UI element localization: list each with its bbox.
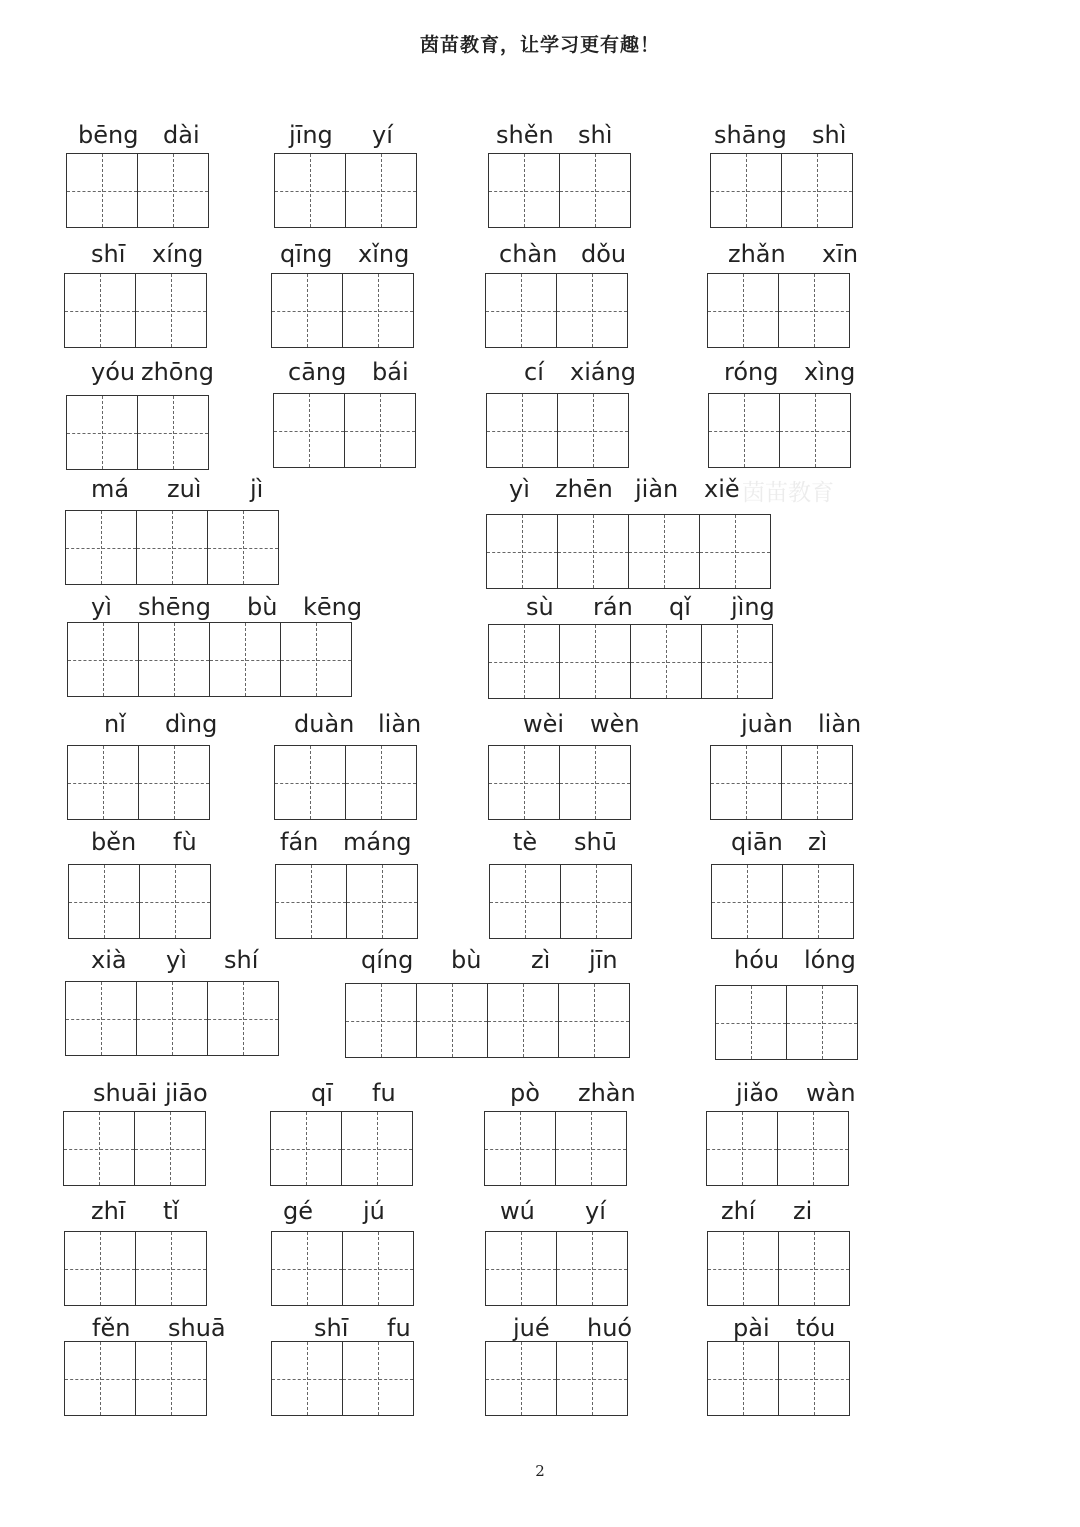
pinyin-syllable: tǐ <box>163 1197 180 1225</box>
tian-zi-ge-cell <box>65 1231 136 1306</box>
pinyin-syllable: jiāo <box>165 1079 208 1107</box>
pinyin-syllable: zhōng <box>141 358 214 386</box>
pinyin-syllable: jú <box>363 1197 385 1225</box>
pinyin-syllable: zhǎn <box>728 240 786 268</box>
tian-zi-ge-cell <box>342 1111 413 1186</box>
tian-zi-ge-cell <box>281 622 352 697</box>
pinyin-syllable: zì <box>808 828 828 856</box>
writing-grid <box>273 393 416 468</box>
tian-zi-ge-cell <box>486 273 557 348</box>
pinyin-syllable: bù <box>451 946 482 974</box>
tian-zi-ge-cell <box>556 1111 627 1186</box>
writing-grid <box>485 273 628 348</box>
writing-grid <box>707 273 850 348</box>
tian-zi-ge-cell <box>138 395 209 470</box>
writing-grid <box>67 622 352 697</box>
tian-zi-ge-cell <box>487 514 558 589</box>
tian-zi-ge-cell <box>558 514 629 589</box>
tian-zi-ge-cell <box>65 273 136 348</box>
tian-zi-ge-cell <box>347 864 418 939</box>
pinyin-syllable: qiān <box>731 828 783 856</box>
pinyin-syllable: wèn <box>590 710 640 738</box>
pinyin-syllable: shuā <box>168 1314 226 1342</box>
pinyin-syllable: shū <box>574 828 617 856</box>
tian-zi-ge-cell <box>707 1111 778 1186</box>
pinyin-syllable: yì <box>166 946 187 974</box>
writing-grid <box>485 1231 628 1306</box>
writing-grid <box>64 1231 207 1306</box>
pinyin-syllable: róng <box>724 358 779 386</box>
tian-zi-ge-cell <box>343 273 414 348</box>
pinyin-syllable: cāng <box>288 358 347 386</box>
writing-grid <box>67 745 210 820</box>
tian-zi-ge-cell <box>779 1341 850 1416</box>
writing-grid <box>274 153 417 228</box>
pinyin-syllable: liàn <box>378 710 422 738</box>
tian-zi-ge-cell <box>276 864 347 939</box>
pinyin-syllable: zì <box>531 946 551 974</box>
writing-grid <box>65 981 279 1056</box>
writing-grid <box>64 273 207 348</box>
writing-grid <box>271 1341 414 1416</box>
tian-zi-ge-cell <box>557 1231 628 1306</box>
tian-zi-ge-cell <box>631 624 702 699</box>
tian-zi-ge-cell <box>488 983 559 1058</box>
tian-zi-ge-cell <box>417 983 488 1058</box>
pinyin-syllable: jīng <box>289 121 333 149</box>
tian-zi-ge-cell <box>557 1341 628 1416</box>
pinyin-syllable: xīn <box>822 240 859 268</box>
tian-zi-ge-cell <box>345 393 416 468</box>
tian-zi-ge-cell <box>709 393 780 468</box>
tian-zi-ge-cell <box>137 510 208 585</box>
tian-zi-ge-cell <box>138 153 209 228</box>
tian-zi-ge-cell <box>67 153 138 228</box>
writing-grid <box>710 153 853 228</box>
tian-zi-ge-cell <box>66 510 137 585</box>
tian-zi-ge-cell <box>136 273 207 348</box>
pinyin-syllable: yì <box>91 593 112 621</box>
pinyin-syllable: jìng <box>731 593 775 621</box>
pinyin-syllable: shī <box>91 240 126 268</box>
tian-zi-ge-cell <box>346 745 417 820</box>
tian-zi-ge-cell <box>139 622 210 697</box>
tian-zi-ge-cell <box>560 745 631 820</box>
pinyin-syllable: xíng <box>152 240 204 268</box>
pinyin-syllable: xiě <box>704 475 740 503</box>
tian-zi-ge-cell <box>780 393 851 468</box>
pinyin-syllable: bēng <box>78 121 139 149</box>
tian-zi-ge-cell <box>558 393 629 468</box>
pinyin-syllable: xià <box>91 946 127 974</box>
writing-grid <box>274 745 417 820</box>
tian-zi-ge-cell <box>700 514 771 589</box>
writing-grid <box>488 745 631 820</box>
pinyin-syllable: qǐ <box>669 593 691 621</box>
tian-zi-ge-cell <box>274 393 345 468</box>
pinyin-syllable: kēng <box>303 593 363 621</box>
tian-zi-ge-cell <box>557 273 628 348</box>
tian-zi-ge-cell <box>346 983 417 1058</box>
tian-zi-ge-cell <box>66 981 137 1056</box>
pinyin-syllable: běn <box>91 828 137 856</box>
writing-grid <box>486 393 629 468</box>
pinyin-syllable: fu <box>372 1079 396 1107</box>
pinyin-syllable: wú <box>500 1197 535 1225</box>
pinyin-syllable: sù <box>526 593 554 621</box>
writing-grid <box>715 985 858 1060</box>
tian-zi-ge-cell <box>487 393 558 468</box>
writing-grid <box>485 1341 628 1416</box>
tian-zi-ge-cell <box>69 864 140 939</box>
tian-zi-ge-cell <box>68 745 139 820</box>
tian-zi-ge-cell <box>275 153 346 228</box>
writing-grid <box>707 1231 850 1306</box>
pinyin-syllable: pài <box>733 1314 770 1342</box>
tian-zi-ge-cell <box>208 510 279 585</box>
tian-zi-ge-cell <box>560 153 631 228</box>
pinyin-syllable: cí <box>524 358 544 386</box>
tian-zi-ge-cell <box>783 864 854 939</box>
tian-zi-ge-cell <box>779 1231 850 1306</box>
tian-zi-ge-cell <box>779 273 850 348</box>
pinyin-syllable: dài <box>163 121 200 149</box>
pinyin-syllable: jīn <box>589 946 618 974</box>
writing-grid <box>488 153 631 228</box>
writing-grid <box>488 624 773 699</box>
pinyin-syllable: jiàn <box>635 475 679 503</box>
pinyin-syllable: shuāi <box>93 1079 158 1107</box>
tian-zi-ge-cell <box>137 981 208 1056</box>
pinyin-syllable: yí <box>372 121 393 149</box>
page-header: 茵苗教育，让学习更有趣！ <box>419 34 660 56</box>
pinyin-syllable: gé <box>283 1197 313 1225</box>
pinyin-syllable: qīng <box>280 240 333 268</box>
tian-zi-ge-cell <box>787 985 858 1060</box>
writing-grid <box>66 395 209 470</box>
writing-grid <box>710 745 853 820</box>
pinyin-syllable: yì <box>509 475 530 503</box>
tian-zi-ge-cell <box>343 1341 414 1416</box>
writing-grid <box>63 1111 206 1186</box>
tian-zi-ge-cell <box>702 624 773 699</box>
pinyin-syllable: wàn <box>806 1079 856 1107</box>
tian-zi-ge-cell <box>561 864 632 939</box>
pinyin-syllable: jì <box>250 475 264 503</box>
pinyin-syllable: juàn <box>741 710 793 738</box>
tian-zi-ge-cell <box>135 1111 206 1186</box>
pinyin-syllable: yí <box>585 1197 606 1225</box>
writing-grid <box>489 864 632 939</box>
pinyin-syllable: tè <box>513 828 538 856</box>
pinyin-syllable: chàn <box>499 240 558 268</box>
pinyin-syllable: zhēn <box>555 475 613 503</box>
pinyin-syllable: tóu <box>796 1314 836 1342</box>
tian-zi-ge-cell <box>64 1111 135 1186</box>
tian-zi-ge-cell <box>489 624 560 699</box>
pinyin-syllable: shěn <box>496 121 554 149</box>
writing-grid <box>484 1111 627 1186</box>
tian-zi-ge-cell <box>486 1231 557 1306</box>
writing-grid <box>345 983 630 1058</box>
pinyin-syllable: máng <box>343 828 412 856</box>
pinyin-syllable: nǐ <box>104 710 126 738</box>
pinyin-syllable: fu <box>387 1314 411 1342</box>
pinyin-syllable: liàn <box>818 710 862 738</box>
pinyin-syllable: zuì <box>167 475 202 503</box>
tian-zi-ge-cell <box>343 1231 414 1306</box>
tian-zi-ge-cell <box>716 985 787 1060</box>
pinyin-syllable: xiáng <box>570 358 637 386</box>
pinyin-syllable: qíng <box>361 946 414 974</box>
writing-grid <box>270 1111 413 1186</box>
tian-zi-ge-cell <box>782 745 853 820</box>
tian-zi-ge-cell <box>65 1341 136 1416</box>
tian-zi-ge-cell <box>560 624 631 699</box>
tian-zi-ge-cell <box>272 1231 343 1306</box>
tian-zi-ge-cell <box>271 1111 342 1186</box>
tian-zi-ge-cell <box>712 864 783 939</box>
tian-zi-ge-cell <box>559 983 630 1058</box>
pinyin-syllable: shēng <box>138 593 211 621</box>
tian-zi-ge-cell <box>136 1231 207 1306</box>
pinyin-syllable: pò <box>510 1079 540 1107</box>
pinyin-syllable: zhī <box>91 1197 126 1225</box>
pinyin-syllable: zhàn <box>578 1079 636 1107</box>
pinyin-syllable: yóu <box>91 358 136 386</box>
pinyin-syllable: má <box>91 475 130 503</box>
writing-grid <box>708 393 851 468</box>
pinyin-syllable: shāng <box>714 121 787 149</box>
pinyin-syllable: lóng <box>804 946 856 974</box>
pinyin-syllable: qī <box>311 1079 333 1107</box>
tian-zi-ge-cell <box>272 273 343 348</box>
writing-grid <box>706 1111 849 1186</box>
pinyin-syllable: dìng <box>165 710 218 738</box>
pinyin-syllable: shì <box>812 121 847 149</box>
pinyin-syllable: jué <box>513 1314 550 1342</box>
pinyin-syllable: duàn <box>294 710 355 738</box>
tian-zi-ge-cell <box>489 153 560 228</box>
tian-zi-ge-cell <box>68 622 139 697</box>
writing-grid <box>711 864 854 939</box>
writing-grid <box>486 514 771 589</box>
pinyin-syllable: zhí <box>721 1197 756 1225</box>
writing-grid <box>707 1341 850 1416</box>
pinyin-syllable: xìng <box>804 358 856 386</box>
tian-zi-ge-cell <box>486 1341 557 1416</box>
tian-zi-ge-cell <box>711 745 782 820</box>
tian-zi-ge-cell <box>490 864 561 939</box>
tian-zi-ge-cell <box>67 395 138 470</box>
tian-zi-ge-cell <box>485 1111 556 1186</box>
pinyin-syllable: fěn <box>92 1314 131 1342</box>
pinyin-syllable: rán <box>593 593 633 621</box>
writing-grid <box>68 864 211 939</box>
pinyin-syllable: shī <box>314 1314 349 1342</box>
writing-grid <box>271 1231 414 1306</box>
tian-zi-ge-cell <box>708 1341 779 1416</box>
pinyin-syllable: shì <box>578 121 613 149</box>
tian-zi-ge-cell <box>136 1341 207 1416</box>
pinyin-syllable: bái <box>372 358 409 386</box>
tian-zi-ge-cell <box>708 273 779 348</box>
tian-zi-ge-cell <box>275 745 346 820</box>
tian-zi-ge-cell <box>782 153 853 228</box>
pinyin-syllable: wèi <box>523 710 565 738</box>
tian-zi-ge-cell <box>489 745 560 820</box>
tian-zi-ge-cell <box>208 981 279 1056</box>
pinyin-syllable: fù <box>173 828 197 856</box>
writing-grid <box>65 510 279 585</box>
tian-zi-ge-cell <box>711 153 782 228</box>
tian-zi-ge-cell <box>629 514 700 589</box>
pinyin-syllable: shí <box>224 946 259 974</box>
tian-zi-ge-cell <box>140 864 211 939</box>
watermark: 茵苗教育 <box>742 480 834 506</box>
pinyin-syllable: dǒu <box>581 240 627 268</box>
pinyin-syllable: bù <box>247 593 278 621</box>
tian-zi-ge-cell <box>210 622 281 697</box>
writing-grid <box>66 153 209 228</box>
pinyin-syllable: jiǎo <box>736 1079 779 1107</box>
tian-zi-ge-cell <box>346 153 417 228</box>
writing-grid <box>271 273 414 348</box>
tian-zi-ge-cell <box>778 1111 849 1186</box>
writing-grid <box>64 1341 207 1416</box>
pinyin-syllable: xǐng <box>358 240 410 268</box>
writing-grid <box>275 864 418 939</box>
pinyin-syllable: huó <box>587 1314 633 1342</box>
pinyin-syllable: zi <box>793 1197 813 1225</box>
tian-zi-ge-cell <box>272 1341 343 1416</box>
page-number: 2 <box>535 1462 545 1480</box>
pinyin-syllable: hóu <box>734 946 780 974</box>
pinyin-syllable: fán <box>280 828 319 856</box>
tian-zi-ge-cell <box>139 745 210 820</box>
tian-zi-ge-cell <box>708 1231 779 1306</box>
